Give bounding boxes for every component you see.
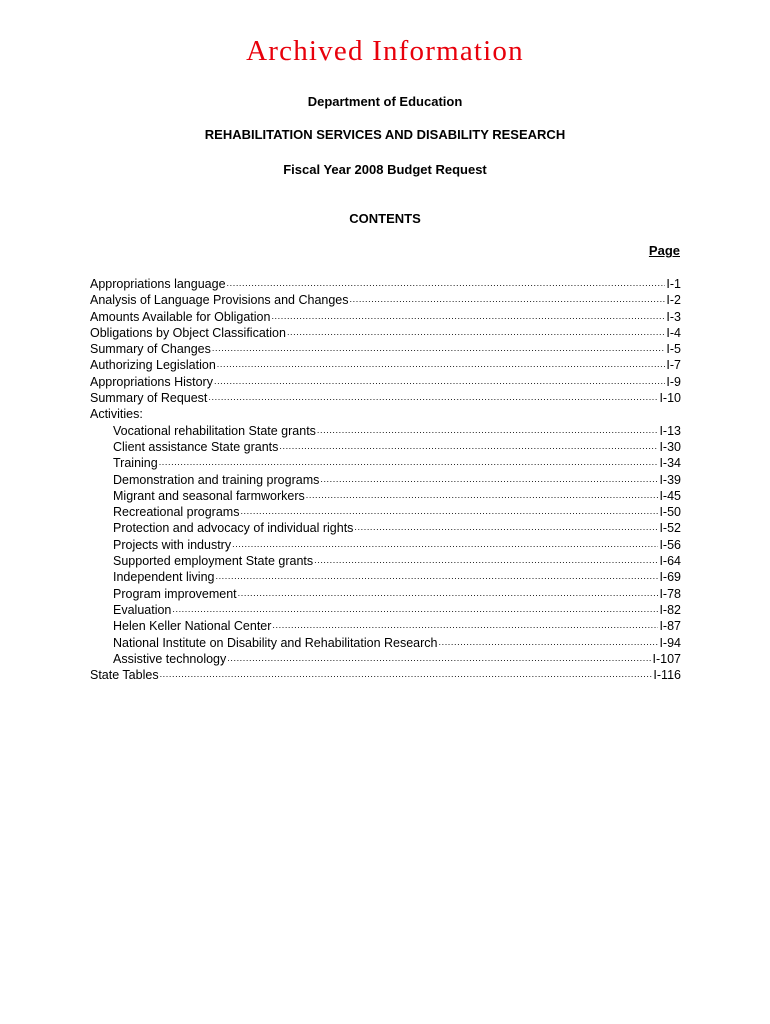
department-heading: Department of Education	[307, 94, 463, 109]
dot-leader	[306, 488, 659, 500]
toc-entry-nidrr[interactable]	[90, 635, 681, 651]
dot-leader	[350, 292, 666, 304]
toc-entry-title: Analysis of Language Provisions and Changes	[90, 293, 349, 308]
toc-entry-page: I-5	[666, 342, 681, 357]
dot-leader	[214, 374, 665, 386]
toc-entry-page: I-52	[659, 521, 681, 536]
toc-entry-helen-keller-center[interactable]	[90, 618, 681, 634]
dot-leader	[439, 635, 659, 647]
toc-entry-authorizing-legislation[interactable]	[90, 357, 681, 373]
toc-entry-title: Summary of Changes	[90, 342, 211, 357]
toc-entry-title: Summary of Request	[90, 391, 208, 406]
toc-entry-page: I-64	[659, 554, 681, 569]
dot-leader	[160, 667, 653, 679]
dot-leader	[320, 472, 658, 484]
toc-entry-page: I-116	[653, 668, 681, 683]
toc-entry-appropriations-history[interactable]	[90, 374, 681, 390]
dot-leader	[271, 309, 665, 321]
dot-leader	[217, 357, 666, 369]
table-of-contents	[90, 276, 681, 683]
toc-entry-page: I-56	[659, 537, 681, 552]
archived-information-banner: Archived Information	[246, 35, 524, 67]
toc-entry-title: Helen Keller National Center	[113, 619, 272, 634]
toc-entry-demonstration-training[interactable]	[90, 472, 681, 488]
toc-entry-title: Evaluation	[113, 602, 172, 617]
toc-entry-page: I-9	[666, 374, 681, 389]
dot-leader	[240, 504, 658, 516]
agency-heading: REHABILITATION SERVICES AND DISABILITY RESEARCH	[204, 127, 566, 142]
dot-leader	[172, 602, 658, 614]
toc-entry-page: I-2	[666, 293, 681, 308]
toc-entry-page: I-3	[666, 309, 681, 324]
toc-entry-assistive-technology[interactable]	[90, 651, 681, 667]
toc-entry-analysis-of-language[interactable]	[90, 292, 681, 308]
toc-entry-title: Recreational programs	[113, 505, 240, 520]
toc-entry-title: Protection and advocacy of individual rights	[113, 521, 354, 536]
toc-entry-evaluation[interactable]	[90, 602, 681, 618]
contents-heading: CONTENTS	[349, 211, 421, 226]
toc-entry-obligations-by-object[interactable]	[90, 325, 681, 341]
toc-entry-title: Vocational rehabilitation State grants	[113, 423, 316, 438]
toc-entry-protection-advocacy[interactable]	[90, 520, 681, 536]
fiscal-year-heading: Fiscal Year 2008 Budget Request	[283, 162, 487, 177]
dot-leader	[208, 390, 658, 402]
toc-entry-page: I-4	[666, 325, 681, 340]
toc-entry-page: I-107	[652, 651, 681, 666]
dot-leader	[287, 325, 665, 337]
toc-entry-page: I-87	[659, 619, 681, 634]
toc-entry-title: Client assistance State grants	[113, 439, 279, 454]
toc-entry-page: I-69	[659, 570, 681, 585]
toc-entry-program-improvement[interactable]	[90, 586, 681, 602]
dot-leader	[317, 423, 659, 435]
toc-entry-page: I-13	[659, 423, 681, 438]
toc-section-title: Activities:	[90, 407, 143, 422]
dot-leader	[159, 455, 659, 467]
toc-entry-page: I-50	[659, 505, 681, 520]
toc-entry-title: Obligations by Object Classification	[90, 325, 286, 340]
toc-entry-title: Demonstration and training programs	[113, 472, 320, 487]
toc-entry-page: I-10	[659, 391, 681, 406]
toc-entry-recreational-programs[interactable]	[90, 504, 681, 520]
toc-entry-title: Appropriations History	[90, 374, 213, 389]
dot-leader	[238, 586, 659, 598]
page-column-label: Page	[648, 243, 680, 258]
toc-entry-page: I-1	[666, 277, 681, 291]
toc-entry-summary-of-request[interactable]	[90, 390, 681, 406]
toc-entry-title: Program improvement	[113, 586, 237, 601]
toc-entry-page: I-78	[659, 586, 681, 601]
toc-entry-migrant-farmworkers[interactable]	[90, 488, 681, 504]
toc-entry-client-assistance[interactable]	[90, 439, 681, 455]
toc-entry-summary-of-changes[interactable]	[90, 341, 681, 357]
toc-entry-title: Authorizing Legislation	[90, 358, 216, 373]
toc-entry-projects-with-industry[interactable]	[90, 537, 681, 553]
dot-leader	[232, 537, 658, 549]
toc-entry-page: I-39	[659, 472, 681, 487]
toc-entry-title: Independent living	[113, 570, 215, 585]
toc-entry-appropriations-language[interactable]	[90, 276, 681, 292]
toc-entry-page: I-94	[659, 635, 681, 650]
toc-entry-page: I-30	[659, 439, 681, 454]
toc-entry-title: Migrant and seasonal farmworkers	[113, 488, 305, 503]
toc-entry-title: Amounts Available for Obligation	[90, 309, 271, 324]
dot-leader	[212, 341, 666, 353]
toc-entry-page: I-82	[659, 602, 681, 617]
toc-entry-title: Appropriations language	[90, 277, 226, 291]
toc-entry-title: National Institute on Disability and Rehabilitation Research	[113, 635, 438, 650]
dot-leader	[215, 569, 658, 581]
toc-entry-title: Supported employment State grants	[113, 554, 314, 569]
toc-entry-title: Training	[113, 456, 158, 471]
dot-leader	[272, 618, 658, 630]
toc-entry-page: I-34	[659, 456, 681, 471]
dot-leader	[227, 276, 666, 288]
dot-leader	[227, 651, 651, 663]
toc-entry-state-tables[interactable]	[90, 667, 681, 683]
toc-entry-title: Assistive technology	[113, 651, 227, 666]
toc-entry-supported-employment[interactable]	[90, 553, 681, 569]
toc-entry-amounts-available[interactable]	[90, 309, 681, 325]
dot-leader	[354, 520, 658, 532]
toc-entry-independent-living[interactable]	[90, 569, 681, 585]
toc-entry-vocational-rehabilitation[interactable]	[90, 423, 681, 439]
toc-entry-page: I-45	[659, 488, 681, 503]
toc-entry-training[interactable]	[90, 455, 681, 471]
toc-entry-page: I-7	[666, 358, 681, 373]
dot-leader	[279, 439, 658, 451]
toc-entry-title: State Tables	[90, 668, 159, 683]
dot-leader	[314, 553, 658, 565]
toc-section-activities	[90, 406, 681, 422]
toc-entry-title: Projects with industry	[113, 537, 232, 552]
